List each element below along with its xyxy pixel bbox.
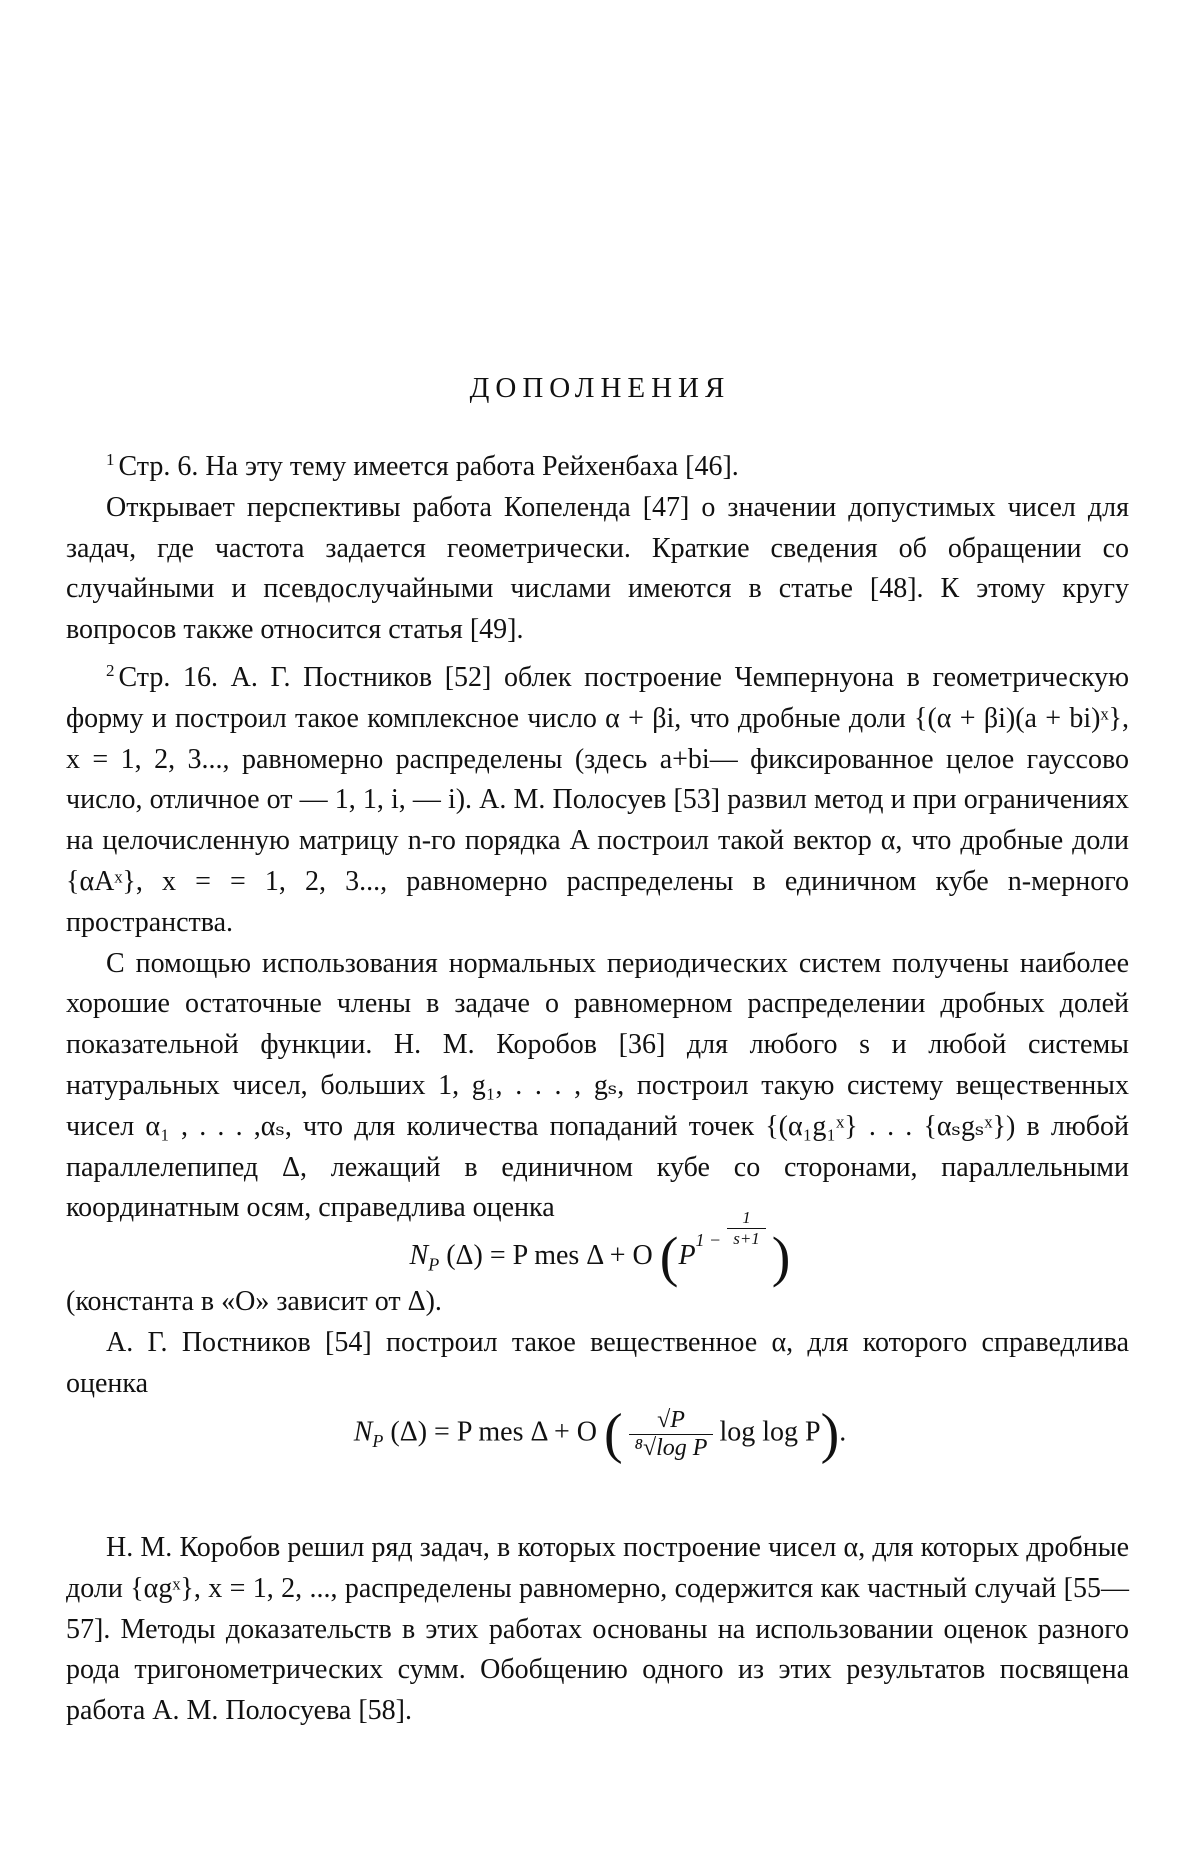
note-1-paragraph: Открывает перспективы работа Копеленда [47] о значении допустимых чисел для задач, где частота задается геометрически. Краткие сведения об обращении со случайными и псевдослучайными числами имеются в статье [48]. К этому кругу вопросов также относится статья [49]. [66, 491, 1129, 646]
footnote-marker-1: 1 [106, 450, 115, 469]
formula-1 [0, 1208, 1200, 1290]
formula-2-tail: log log P [719, 1416, 821, 1448]
formula-1-lhs: N [409, 1240, 429, 1271]
note-1-text: Стр. 6. На эту тему имеется работа Рейхенбаха [46]. [118, 451, 739, 482]
paragraph-normal-systems: С помощью использования нормальных периодических систем получены наиболее хорошие остаточные члены в задаче о равномерном распределении дробных долей показательной функции. Н. М. Коробов [36] для любого s и любой системы натуральных чисел, больших 1, g₁, . . . , gₛ, построил такую систему вещественных чисел α₁ , . . . ,αₛ, что для количества попаданий точек {(α₁g₁ˣ} . . . {αₛgₛˣ}) в любой параллелепипед Δ, лежащий в единичном кубе со сторонами, параллельными координатным осям, справедлива оценка [66, 947, 1129, 1224]
formula-2-end: . [839, 1416, 847, 1448]
paragraph-korobov: Н. М. Коробов решил ряд задач, в которых построение чисел α, для которых дробные доли {αgˣ}, x = 1, 2, ..., распределены равномерно, содержится как частный случай [55—57]. Методы доказательств в этих работах основаны на использовании оценок разного рода тригонометрических сумм. Обобщению одного из этих результатов посвящена работа А. М. Полосуева [58]. [66, 1532, 1129, 1727]
formula-1-exp-lead: 1 − [695, 1230, 722, 1250]
formula-2-arg: (Δ) = P mes Δ + O [390, 1416, 597, 1448]
formula-1-exp-den: s+1 [733, 1229, 760, 1248]
formula-2-open-paren: ( [603, 1403, 623, 1465]
formula-2-lhs: N [353, 1416, 373, 1448]
formula-1-base: P [678, 1240, 696, 1271]
note-2-text: Стр. 16. А. Г. Постников [52] облек построение Чемпернуона в геометрическую форму и построил такое комплексное число α + βi, что дробные доли {(α + βi)(a + bi)ˣ}, x = 1, 2, 3..., равномерно распределены (здесь a+bi— фиксированное целое гауссово число, отличное от — 1, 1, i, — i). А. М. Полосуев [53] развил метод и при ограничениях на целочисленную матрицу n-го порядка A построил такой вектор α, что дробные доли {αAˣ}, x = = 1, 2, 3..., равномерно распределены в единичном кубе n-мерного пространства. [66, 661, 1129, 938]
constant-note: (константа в «O» зависит от Δ). [66, 1286, 442, 1317]
middle-block [66, 1282, 1129, 1404]
formula-1-close-paren: ) [771, 1226, 791, 1289]
formula-1-arg: (Δ) = P mes Δ + O [446, 1240, 653, 1271]
note-1-block [66, 440, 1129, 1229]
formula-2-den: ⁸√log P [634, 1434, 708, 1461]
page-title: ДОПОЛНЕНИЯ [469, 372, 731, 404]
note-2-line [66, 651, 1129, 944]
footnote-marker-2: 2 [106, 660, 115, 680]
formula-1-open-paren: ( [659, 1226, 679, 1289]
formula-1-exp-num: 1 [727, 1208, 766, 1229]
paragraph-postnikov: А. Г. Постников [54] построил такое вещественное α, для которого справедлива оценка [66, 1326, 1129, 1399]
final-block [66, 1528, 1129, 1732]
formula-2-frac [629, 1407, 714, 1462]
formula-2-sub: P [372, 1431, 384, 1452]
formula-1-sub: P [428, 1254, 440, 1275]
formula-2-num: √P [629, 1407, 714, 1435]
note-1-line [66, 440, 1129, 488]
formula-2-close-paren: ) [820, 1403, 840, 1465]
formula-2 [0, 1402, 1200, 1466]
formula-1-exp-frac [727, 1208, 766, 1249]
